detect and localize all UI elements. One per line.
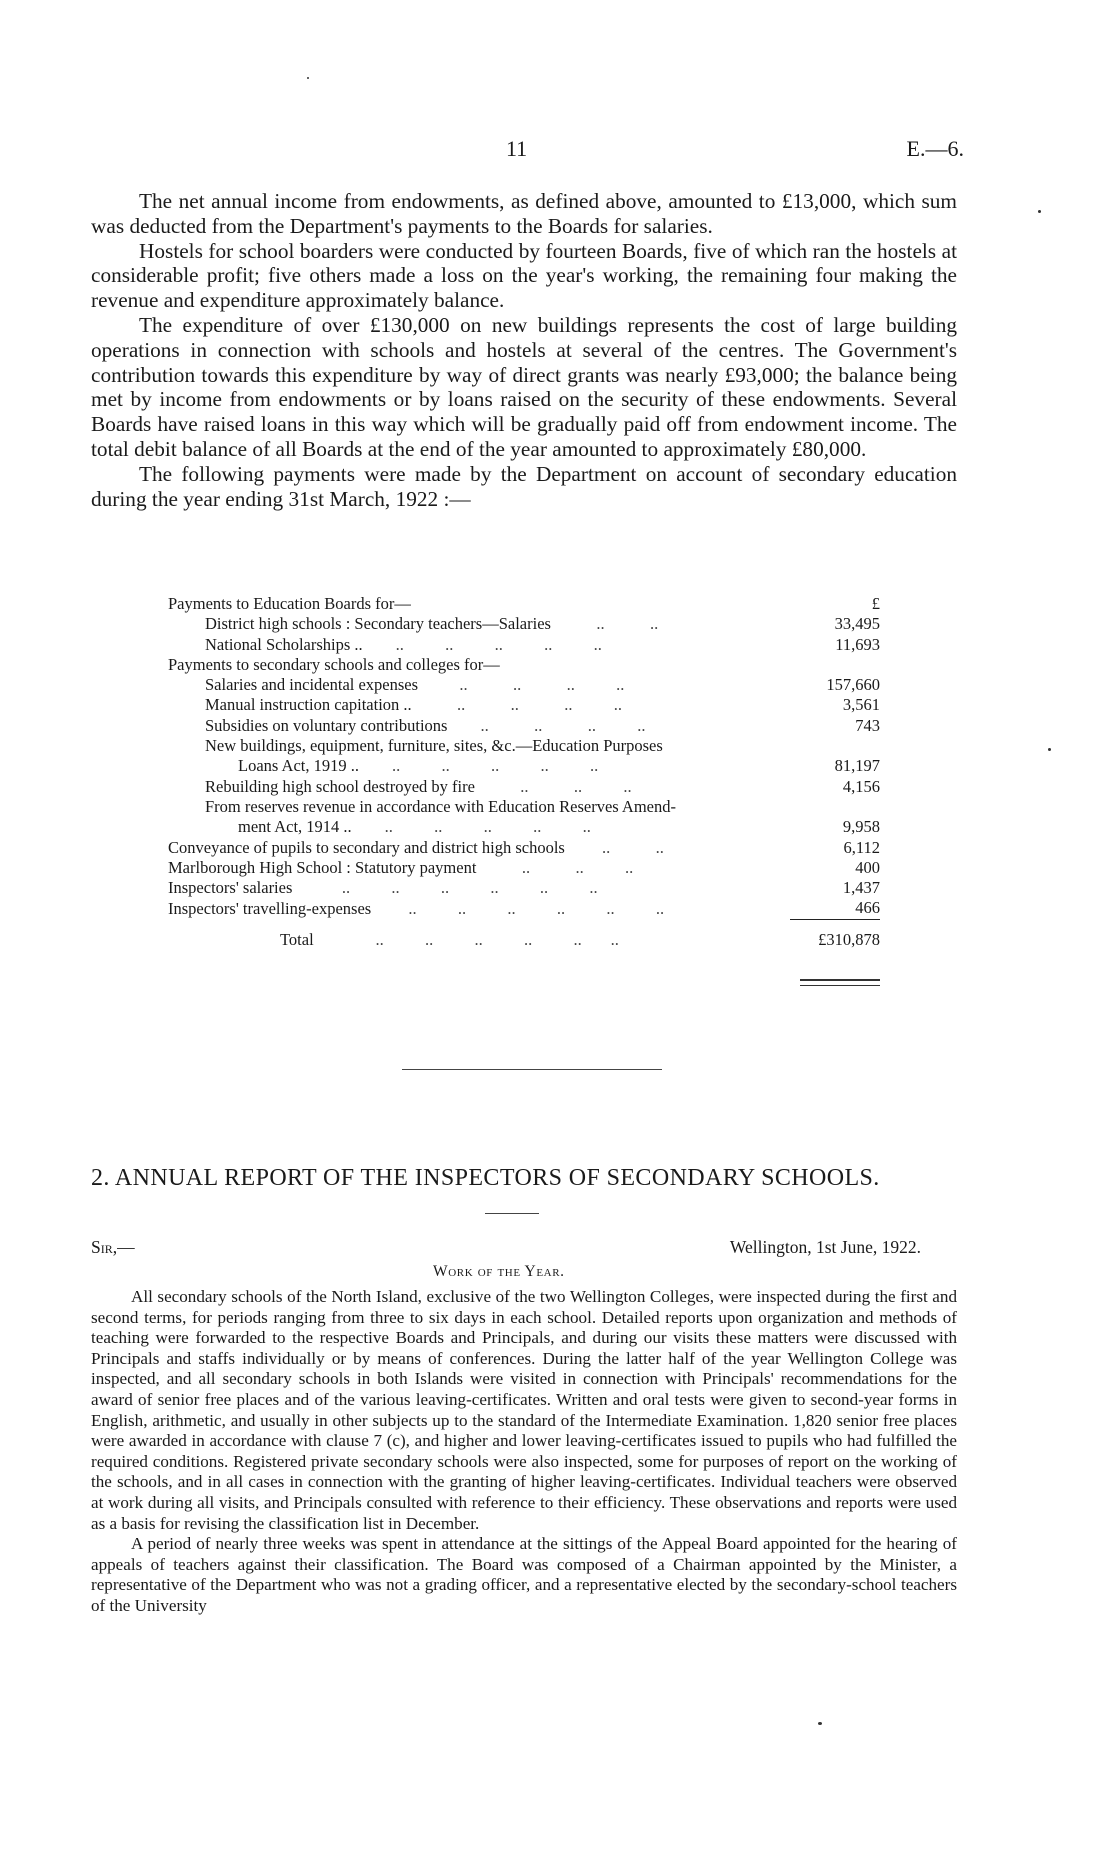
payments-heading-colleges: Payments to secondary schools and colleges for— xyxy=(168,654,500,674)
row-label: Inspectors' salaries xyxy=(168,878,293,898)
leader-dots: .. .. .. .. .. .. xyxy=(371,898,665,918)
page-header xyxy=(0,136,1114,166)
paragraph: The expenditure of over £130,000 on new buildings represents the cost of large building operations in connection with schools and hostels at several of the centres. The Government's contribution towards this expenditure by way of direct grants was nearly £93,000; the balance being met by income from endowments or by loans raised on the security of these endowments. Several Boards have raised loans in this way which will be gradually paid off from endowment income. The total debit balance of all Boards at the end of the year amounted to approximately £80,000. xyxy=(91,312,957,461)
paragraph: All secondary schools of the North Island, exclusive of the two Wellington Colleges, were inspected during the first and second terms, for periods ranging from three to six days in each school. Detailed reports upon organization and methods of teaching were forwarded to the respective Boards and Principals, and during our visits these matters were discussed with Principals and staffs individually or by means of conferences. During the latter half of the year Wellington College was inspected, and all secondary schools in both Islands were visited in connection with Principals' recommendations for the award of senior free places and of the various leaving-certificates. Written and oral tests were given to second-year forms in English, arithmetic, and usually in other subjects up to the standard of the Intermediate Examination. 1,820 senior free places were awarded in accordance with clause 7 (c), and higher and lower leaving-certificates issued to pupils who had fulfilled the required conditions. Registered private secondary schools were also inspected, some for purposes of report on the working of the schools, and in all cases in connection with the granting of higher leaving-certificates. Individual teachers were observed at work during all visits, and Principals consulted with reference to their efficiency. These observations and reports were used as a basis for revising the classification list in December. xyxy=(91,1287,957,1533)
document-reference: E.—6. xyxy=(906,136,964,161)
leader-dots: .. .. .. xyxy=(476,857,634,877)
total-double-rule xyxy=(800,979,880,986)
table-row xyxy=(168,858,880,878)
row-label: Salaries and incidental expenses xyxy=(205,675,419,695)
table-row xyxy=(168,655,880,675)
scan-speck xyxy=(818,1722,822,1725)
table-row xyxy=(168,716,880,736)
currency-label: £ xyxy=(871,594,880,613)
leader-dots: .. .. xyxy=(550,614,659,634)
page-number: 11 xyxy=(506,136,528,161)
paragraph: The net annual income from endowments, as defined above, amounted to £13,000, which sum was deducted from the Department's payments to the Boards for salaries. xyxy=(91,189,957,238)
row-amount: 4,156 xyxy=(842,776,880,796)
title-rule xyxy=(485,1213,539,1214)
table-row xyxy=(168,878,880,898)
table-row xyxy=(168,695,880,715)
report-text xyxy=(91,1287,957,1617)
row-label: Inspectors' travelling-expenses xyxy=(168,898,372,918)
row-amount: 466 xyxy=(855,898,880,918)
row-label: Rebuilding high school destroyed by fire xyxy=(205,776,475,796)
total-label: Total xyxy=(280,929,314,949)
leader-dots: .. .. .. .. .. xyxy=(351,817,591,837)
table-row xyxy=(168,777,880,797)
row-label: Marlborough High School : Statutory payment xyxy=(168,857,477,877)
salutation: Sir,— xyxy=(91,1237,135,1257)
row-amount: 3,561 xyxy=(842,695,880,715)
leader-dots: .. .. .. .. xyxy=(447,715,646,735)
row-label: Loans Act, 1919 .. xyxy=(238,756,359,776)
payments-heading-boards: Payments to Education Boards for— xyxy=(168,594,411,613)
row-amount: 1,437 xyxy=(842,878,880,898)
row-label: Manual instruction capitation .. xyxy=(205,695,412,715)
leader-dots: .. .. .. .. .. xyxy=(359,756,599,776)
section-divider xyxy=(402,1069,662,1070)
payments-table xyxy=(168,594,880,950)
row-amount: 9,958 xyxy=(842,817,880,837)
table-row xyxy=(168,797,880,817)
scan-speck xyxy=(1038,210,1041,213)
leader-dots: .. .. .. xyxy=(474,776,632,796)
paragraph: Hostels for school boarders were conducted by fourteen Boards, five of which ran the hostels at considerable profit; five others made a loss on the year's working, the remaining four making the revenue and expenditure approximately balance. xyxy=(91,238,957,313)
leader-dots: .. .. xyxy=(564,837,664,857)
row-amount: 743 xyxy=(855,715,880,735)
scan-speck xyxy=(307,77,309,79)
row-label: From reserves revenue in accordance with Education Reserves Amend- xyxy=(205,796,676,816)
leader-dots: .. .. .. .. .. .. xyxy=(292,878,598,898)
row-amount: 11,693 xyxy=(835,634,880,654)
row-label: New buildings, equipment, furniture, sites, &c.—Education Purposes xyxy=(205,736,663,756)
total-amount: £310,878 xyxy=(790,919,880,950)
table-row xyxy=(168,675,880,695)
table-row xyxy=(168,756,880,776)
leader-dots: .. .. .. .. .. xyxy=(362,634,602,654)
table-row xyxy=(168,736,880,756)
row-amount: 400 xyxy=(855,857,880,877)
table-row xyxy=(168,898,880,919)
table-row xyxy=(168,614,880,634)
leader-dots: .. .. .. .. xyxy=(418,675,625,695)
intro-text xyxy=(91,189,957,511)
row-label: Conveyance of pupils to secondary and district high schools xyxy=(168,837,565,857)
table-row xyxy=(168,635,880,655)
total-row xyxy=(168,919,880,950)
paragraph: A period of nearly three weeks was spent in attendance at the sittings of the Appeal Board appointed for the hearing of appeals of teachers against their classification. The Board was composed of a Chairman appointed by the Minister, a representative of the Department who was not a grading officer, and a representative elected by the secondary-school teachers of the University xyxy=(91,1534,957,1615)
row-label: Subsidies on voluntary contributions xyxy=(205,715,448,735)
row-label: National Scholarships .. xyxy=(205,634,363,654)
leader-dots: .. .. .. .. .. .. xyxy=(313,929,619,949)
scan-speck xyxy=(1048,748,1051,751)
subheading: Work of the Year. xyxy=(433,1263,565,1280)
date-line: Wellington, 1st June, 1922. xyxy=(729,1237,921,1257)
table-row xyxy=(168,838,880,858)
section-title: 2. ANNUAL REPORT OF THE INSPECTORS OF SECONDARY SCHOOLS. xyxy=(91,1165,880,1191)
table-row xyxy=(168,817,880,837)
leader-dots: .. .. .. .. xyxy=(411,695,623,715)
row-amount: 81,197 xyxy=(834,756,880,776)
row-label: ment Act, 1914 .. xyxy=(238,817,352,837)
row-amount: 157,660 xyxy=(826,675,880,695)
row-amount: 6,112 xyxy=(843,837,880,857)
row-amount: 33,495 xyxy=(834,614,880,634)
paragraph: The following payments were made by the Department on account of secondary education during the year ending 31st March, 1922 :— xyxy=(91,461,957,511)
row-label: District high schools : Secondary teachers—Salaries xyxy=(205,614,551,634)
table-row xyxy=(168,594,880,614)
